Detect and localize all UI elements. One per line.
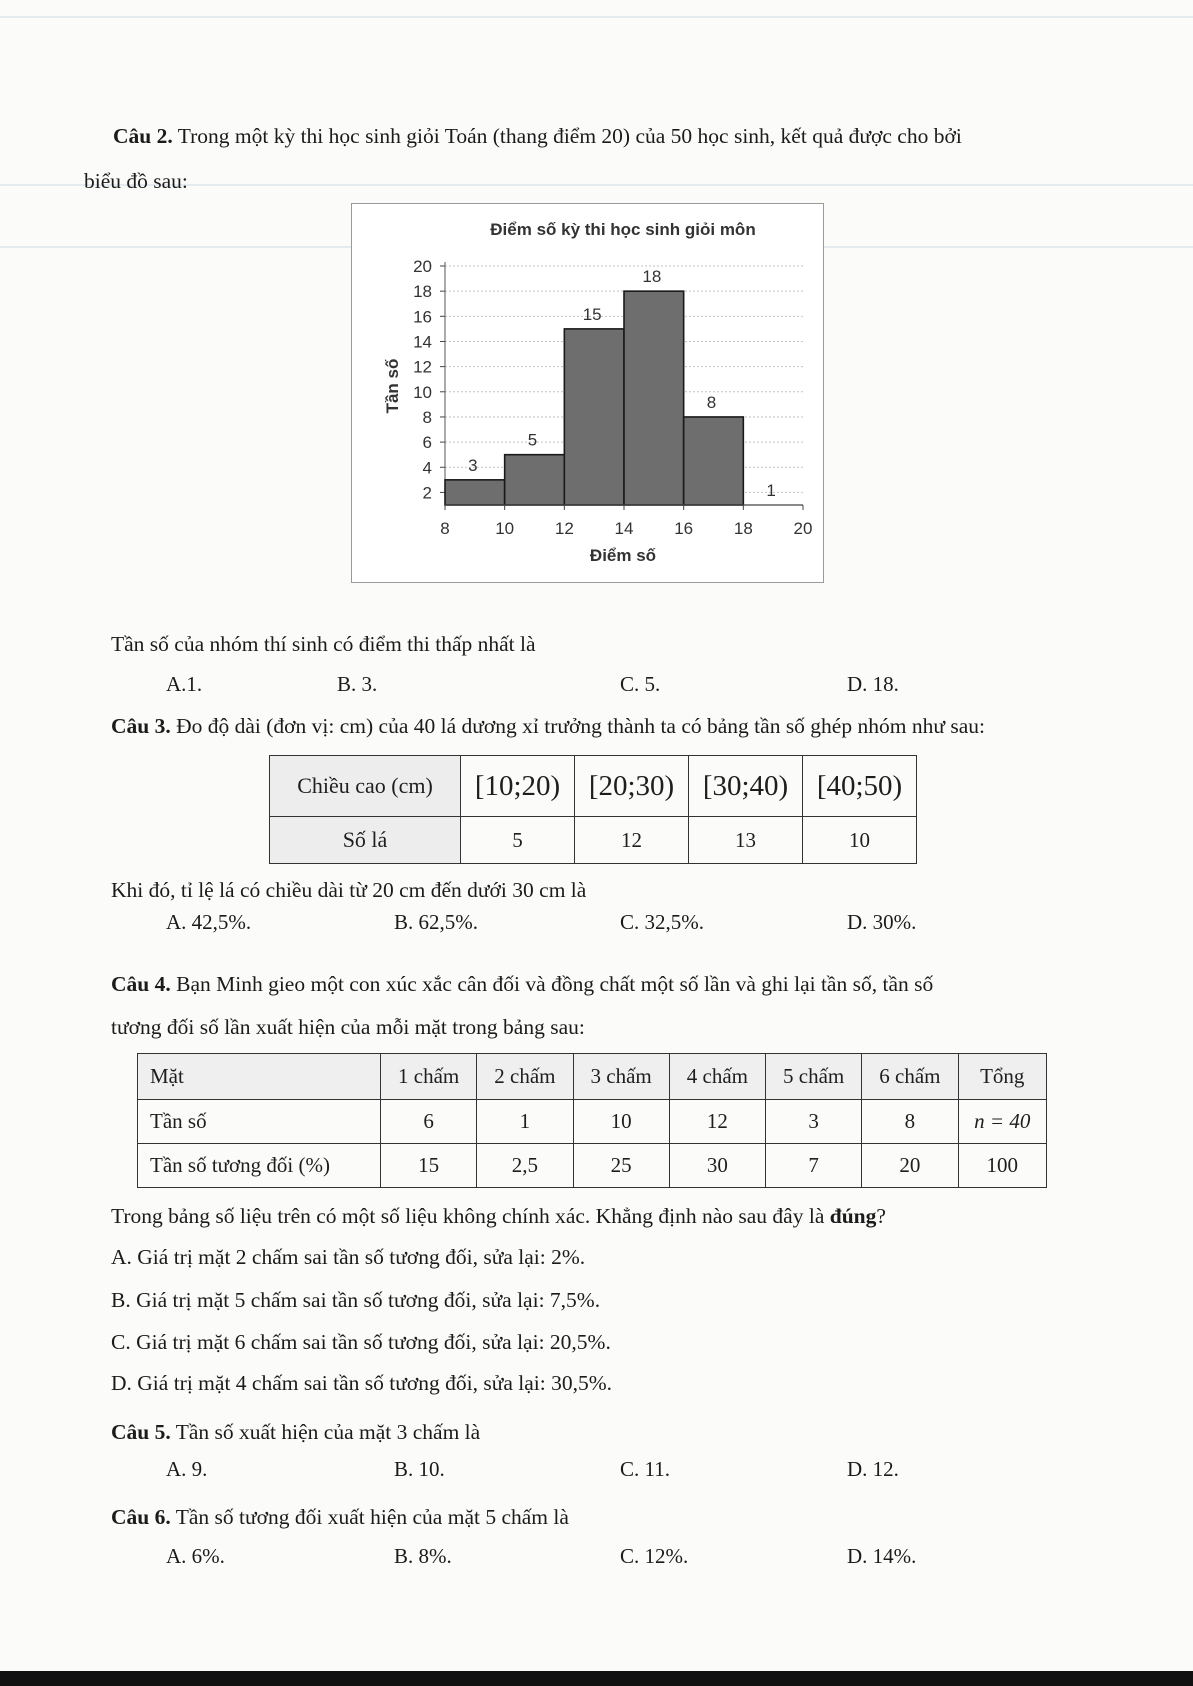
q6-option-b[interactable]: B. 8%.	[394, 1544, 452, 1568]
q2-line-1	[113, 124, 962, 150]
q2-text-2: biểu đồ sau:	[84, 169, 188, 193]
table-row	[138, 1100, 1047, 1144]
table-cell: 5	[461, 817, 575, 864]
q5-number: Câu 5.	[111, 1420, 171, 1444]
table-cell: 12	[575, 817, 689, 864]
table-row-label: Số lá	[270, 817, 461, 864]
q6-text: Tần số tương đối xuất hiện của mặt 5 chấm là	[170, 1505, 569, 1529]
q4-question-end: ?	[876, 1204, 886, 1228]
y-tick-label: 12	[413, 357, 432, 377]
q4-question-text: Trong bảng số liệu trên có một số liệu không chính xác. Khẳng định nào sau đây là	[111, 1204, 830, 1228]
table-cell: 20	[862, 1144, 958, 1188]
q4-option-a[interactable]: A. Giá trị mặt 2 chấm sai tần số tương đối, sửa lại: 2%.	[111, 1245, 586, 1269]
q4-option-c[interactable]: C. Giá trị mặt 6 chấm sai tần số tương đối, sửa lại: 20,5%.	[111, 1330, 611, 1354]
q3-text: Đo độ dài (đơn vị: cm) của 40 lá dương xỉ trưởng thành ta có bảng tần số ghép nhóm như sau:	[170, 714, 985, 738]
y-tick-label: 20	[413, 257, 432, 276]
table-header-cell: [30;40)	[689, 756, 803, 817]
q3-number: Câu 3.	[111, 714, 171, 738]
q3-option-b[interactable]: B. 62,5%.	[394, 910, 478, 934]
y-tick-label: 4	[422, 458, 432, 478]
histogram-bar	[505, 455, 565, 505]
x-tick-label: 8	[440, 519, 450, 538]
y-tick-label: 8	[422, 407, 432, 427]
q4-option-d[interactable]: D. Giá trị mặt 4 chấm sai tần số tương đối, sửa lại: 30,5%.	[111, 1371, 613, 1395]
q6-number: Câu 6.	[111, 1505, 171, 1529]
histogram-svg	[352, 204, 823, 582]
y-tick-label: 2	[422, 483, 432, 503]
q3-option-c[interactable]: C. 32,5%.	[620, 910, 704, 934]
q5-option-a[interactable]: A. 9.	[166, 1457, 208, 1481]
table-cell: 1	[477, 1100, 573, 1144]
table-header-cell: 6 chấm	[862, 1054, 958, 1100]
q2-option-c[interactable]: C. 5.	[620, 672, 661, 696]
bar-value-label: 3	[468, 455, 478, 475]
table-cell: n = 40	[958, 1100, 1047, 1144]
q4-question	[111, 1204, 886, 1230]
table-header-cell: 1 chấm	[381, 1054, 477, 1100]
bar-value-label: 18	[642, 267, 662, 287]
q2-question: Tần số của nhóm thí sinh có điểm thi thấp nhất là	[111, 632, 536, 656]
table-cell: 3	[766, 1100, 862, 1144]
q5-option-b[interactable]: B. 10.	[394, 1457, 445, 1481]
bar-value-label: 5	[527, 430, 538, 450]
table-header-cell: Mặt	[138, 1054, 381, 1100]
table-cell: 2,5	[477, 1144, 573, 1188]
table-header-cell: Tổng	[958, 1054, 1047, 1100]
table-row	[138, 1144, 1047, 1188]
table-header-cell: 5 chấm	[766, 1054, 862, 1100]
histogram-chart	[351, 203, 824, 583]
y-tick-label: 10	[413, 382, 432, 402]
q4-question-emphasis: đúng	[829, 1204, 877, 1228]
fern-length-table	[269, 755, 917, 864]
histogram-bar	[564, 329, 624, 505]
q2-number: Câu 2.	[113, 124, 173, 148]
table-cell: 13	[689, 817, 803, 864]
table-row	[138, 1054, 1047, 1100]
histogram-bar	[624, 291, 684, 505]
x-tick-label: 20	[793, 519, 813, 538]
table-cell: 12	[669, 1100, 765, 1144]
scan-bottom-edge	[0, 1671, 1193, 1686]
q5-text: Tần số xuất hiện của mặt 3 chấm là	[170, 1420, 481, 1444]
table-row-label: Tần số tương đối (%)	[138, 1144, 381, 1188]
q4-line-1	[111, 972, 933, 998]
x-tick-label: 14	[614, 519, 634, 538]
q2-option-a[interactable]: A.1.	[166, 672, 203, 696]
table-cell: 8	[862, 1100, 958, 1144]
bar-value-label: 1	[766, 481, 776, 500]
q5-option-c[interactable]: C. 11.	[620, 1457, 670, 1481]
q6-option-d[interactable]: D. 14%.	[847, 1544, 917, 1568]
q5-line	[111, 1420, 480, 1446]
y-tick-label: 18	[413, 282, 432, 302]
table-cell: 25	[573, 1144, 669, 1188]
table-row	[270, 817, 917, 864]
x-tick-label: 16	[674, 519, 694, 538]
q3-line	[111, 714, 985, 740]
q4-option-b[interactable]: B. Giá trị mặt 5 chấm sai tần số tương đối, sửa lại: 7,5%.	[111, 1288, 601, 1312]
q4-number: Câu 4.	[111, 972, 171, 996]
bar-value-label: 8	[706, 392, 717, 412]
table-cell: 6	[381, 1100, 477, 1144]
histogram-bar	[684, 417, 744, 505]
table-cell: 100	[958, 1144, 1047, 1188]
table-header-cell: [40;50)	[803, 756, 917, 817]
y-tick-label: 14	[413, 332, 432, 352]
table-header-cell: 4 chấm	[669, 1054, 765, 1100]
table-row-label: Tần số	[138, 1100, 381, 1144]
table-header-cell: [10;20)	[461, 756, 575, 817]
q3-question: Khi đó, tỉ lệ lá có chiều dài từ 20 cm đến dưới 30 cm là	[111, 878, 587, 902]
table-cell: 10	[803, 817, 917, 864]
x-tick-label: 18	[733, 519, 753, 538]
chart-title: Điểm số kỳ thi học sinh giỏi môn	[490, 220, 756, 239]
histogram-bar	[445, 480, 505, 505]
x-tick-label: 12	[554, 519, 574, 538]
bar-value-label: 15	[582, 304, 602, 324]
table-cell: 10	[573, 1100, 669, 1144]
table-header-cell: 2 chấm	[477, 1054, 573, 1100]
x-axis-label: Điểm số	[589, 546, 657, 565]
x-tick-label: 10	[495, 519, 515, 538]
q2-option-d[interactable]: D. 18.	[847, 672, 899, 696]
table-cell: 30	[669, 1144, 765, 1188]
table-header-cell: Chiều cao (cm)	[270, 756, 461, 817]
q5-option-d[interactable]: D. 12.	[847, 1457, 899, 1481]
q2-text-1: Trong một kỳ thi học sinh giỏi Toán (thang điểm 20) của 50 học sinh, kết quả được cho bởi	[172, 124, 962, 148]
y-tick-label: 6	[422, 433, 432, 453]
y-axis-label: Tần số	[383, 358, 402, 414]
q2-option-b[interactable]: B. 3.	[337, 672, 378, 696]
table-header-cell: [20;30)	[575, 756, 689, 817]
table-row	[270, 756, 917, 817]
table-header-cell: 3 chấm	[573, 1054, 669, 1100]
q6-option-c[interactable]: C. 12%.	[620, 1544, 689, 1568]
q6-option-a[interactable]: A. 6%.	[166, 1544, 225, 1568]
table-cell: 7	[766, 1144, 862, 1188]
q6-line	[111, 1505, 569, 1531]
y-tick-label: 16	[413, 307, 432, 327]
table-cell: 15	[381, 1144, 477, 1188]
q4-text-2: tương đối số lần xuất hiện của mỗi mặt trong bảng sau:	[111, 1015, 585, 1039]
q3-option-a[interactable]: A. 42,5%.	[166, 910, 252, 934]
dice-table	[137, 1053, 1047, 1188]
q3-option-d[interactable]: D. 30%.	[847, 910, 917, 934]
q4-text-1: Bạn Minh gieo một con xúc xắc cân đối và đồng chất một số lần và ghi lại tần số, tần số	[170, 972, 934, 996]
